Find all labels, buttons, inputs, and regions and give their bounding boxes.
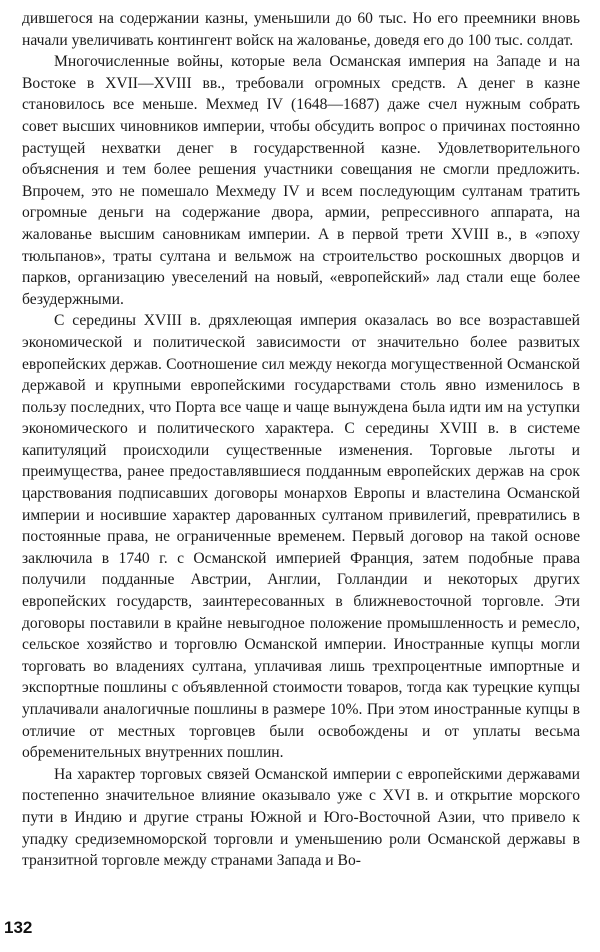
paragraph-4: На характер торговых связей Османской империи с европейскими державами постепенно значительное влияние оказывало уже с XVI в. и открытие морского пути в Индию и другие страны Южной и Юго-Восточной Азии, что привело к упадку средиземноморской торговли и уменьшению роли Османской державы в транзитной торговле между странами Запада и Во- <box>22 765 580 870</box>
paragraph-2: Многочисленные войны, которые вела Османская империя на Западе и на Востоке в XVII—XVIII вв., требовали огромных средств. А денег в казне становилось все меньше. Мехмед IV (1648—1687) даже счел нужным собрать совет высших чиновников империи, чтобы обсудить вопрос о причинах постоянно растущей нехватки денег в государственной казне. Удовлетворительного объяснения и тем более решения участники совещания не смогли предложить. Впрочем, это не помешало Мехмеду IV и всем последующим султанам тратить огромные деньги на содержание двора, армии, репрессивного аппарата, на жалованье высшим сановникам империи. А в первой трети XVIII в., в «эпоху тюльпанов», траты султана и вельмож на строительство роскошных дворцов и парков, организацию увеселений на новый, «европейский» лад стали еще более безудержными. <box>22 53 580 308</box>
page-number: 132 <box>4 918 33 937</box>
page-body <box>22 8 580 872</box>
paragraph-1: дившегося на содержании казны, уменьшили до 60 тыс. Но его преемники вновь начали увеличивать контингент войск на жалованье, доведя его до 100 тыс. солдат. <box>22 10 580 49</box>
paragraph-3: С середины XVIII в. дряхлеющая империя оказалась во все возраставшей экономической и политической зависимости от значительно более развитых европейских держав. Соотношение сил между некогда могущественной Османской державой и крупными европейскими государствами столь явно изменилось в пользу последних, что Порта все чаще и чаще вынуждена была идти им на уступки экономического и политического характера. С середины XVIII в. в системе капитуляций происходили существенные изменения. Торговые льготы и преимущества, ранее предоставлявшиеся подданным европейских держав на срок царствования подписавших договоры монархов Европы и властелина Османской империи и носившие характер дарованных султаном привилегий, превратились в постоянные права, не ограниченные временем. Первый договор на такой основе заключила в 1740 г. с Османской империей Франция, затем подобные права получили подданные Австрии, Англии, Голландии и некоторых других европейских государств, заинтересованных в ближневосточной торговле. Эти договоры поставили в крайне невыгодное положение промышленность и ремесло, сельское хозяйство и торговлю Османской империи. Иностранные купцы могли торговать во владениях султана, уплачивая лишь трехпроцентные импортные и экспортные пошлины с объявленной стоимости товаров, тогда как турецкие купцы уплачивали аналогичные пошлины в размере 10%. При этом иностранные купцы в отличие от местных торговцев были освобождены и от уплаты весьма обременительных внутренних пошлин. <box>22 312 580 762</box>
